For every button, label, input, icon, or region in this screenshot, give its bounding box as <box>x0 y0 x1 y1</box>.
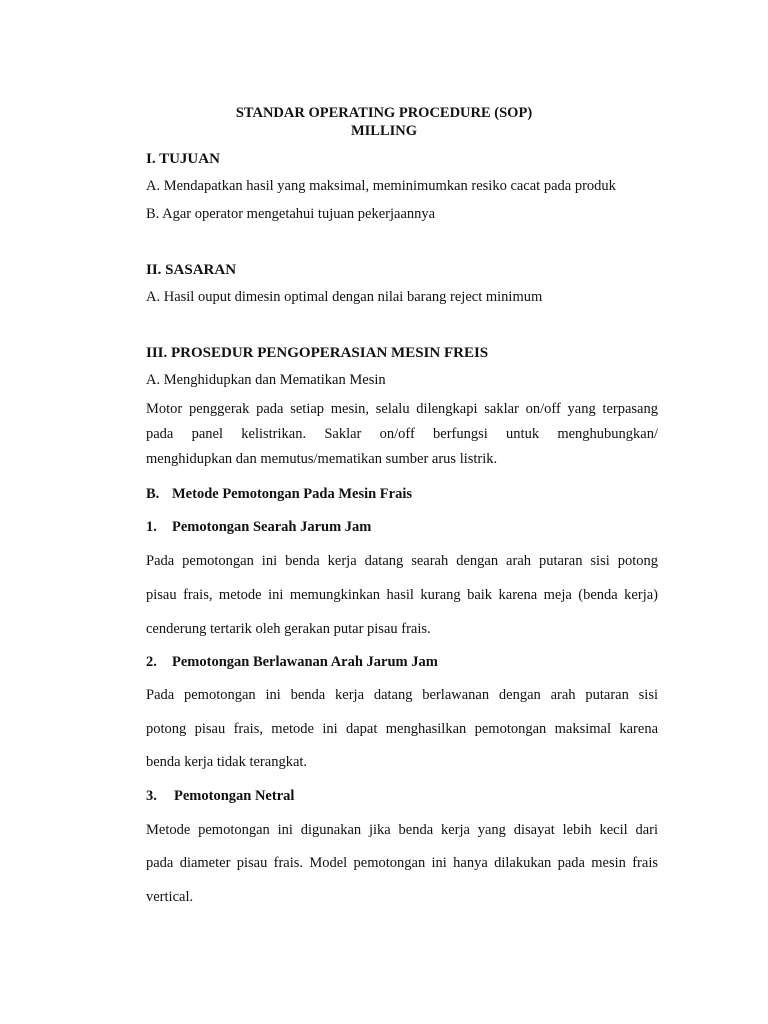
method-1-line-2: pisau frais, metode ini memungkinkan hasil kurang baik karena meja (benda kerja) <box>146 587 658 603</box>
method-1-heading <box>146 518 658 536</box>
method-1-marker: 1. <box>146 519 157 535</box>
method-3-heading <box>146 787 658 805</box>
doc-subtitle: MILLING <box>350 123 418 139</box>
method-2-marker: 2. <box>146 654 157 670</box>
sub-a-text-line-2: pada panel kelistrikan. Saklar on/off berfungsi untuk menghubungkan/ <box>146 426 658 442</box>
method-3-line-3: vertical. <box>146 889 194 905</box>
method-2-heading <box>146 653 658 671</box>
heading-tujuan: I. TUJUAN <box>146 151 220 167</box>
method-3-title: Pemotongan Netral <box>174 788 295 804</box>
method-1-line-1: Pada pemotongan ini benda kerja datang searah dengan arah putaran sisi potong <box>146 553 658 569</box>
method-1-title: Pemotongan Searah Jarum Jam <box>172 519 372 535</box>
doc-title: STANDAR OPERATING PROCEDURE (SOP) <box>235 105 533 121</box>
sub-b-marker: B. <box>146 486 160 502</box>
method-3-line-2: pada diameter pisau frais. Model pemotongan ini hanya dilakukan pada mesin frais <box>146 855 658 871</box>
tujuan-item-b: B. Agar operator mengetahui tujuan pekerjaannya <box>146 206 436 222</box>
method-2-line-2: potong pisau frais, metode ini dapat menghasilkan pemotongan maksimal karena <box>146 721 658 737</box>
sasaran-item-a: A. Hasil ouput dimesin optimal dengan nilai barang reject minimum <box>146 289 543 305</box>
method-2-title: Pemotongan Berlawanan Arah Jarum Jam <box>172 654 438 670</box>
sub-b-title: Metode Pemotongan Pada Mesin Frais <box>172 486 413 502</box>
method-3-line-1: Metode pemotongan ini digunakan jika benda kerja yang disayat lebih kecil dari <box>146 822 658 838</box>
method-3-marker: 3. <box>146 788 157 804</box>
heading-sasaran: II. SASARAN <box>146 262 237 278</box>
sub-a-text-line-1: Motor penggerak pada setiap mesin, selalu dilengkapi saklar on/off yang terpasang <box>146 401 658 417</box>
heading-prosedur: III. PROSEDUR PENGOPERASIAN MESIN FREIS <box>146 345 489 361</box>
method-2-line-1: Pada pemotongan ini benda kerja datang berlawanan dengan arah putaran sisi <box>146 687 658 703</box>
prosedur-sub-a: A. Menghidupkan dan Mematikan Mesin <box>146 372 386 388</box>
method-1-line-3: cenderung tertarik oleh gerakan putar pisau frais. <box>146 621 431 637</box>
tujuan-item-a: A. Mendapatkan hasil yang maksimal, meminimumkan resiko cacat pada produk <box>146 178 616 194</box>
sub-a-text-line-3: menghidupkan dan memutus/mematikan sumber arus listrik. <box>146 451 498 467</box>
method-2-line-3: benda kerja tidak terangkat. <box>146 754 308 770</box>
prosedur-sub-b <box>146 485 658 503</box>
